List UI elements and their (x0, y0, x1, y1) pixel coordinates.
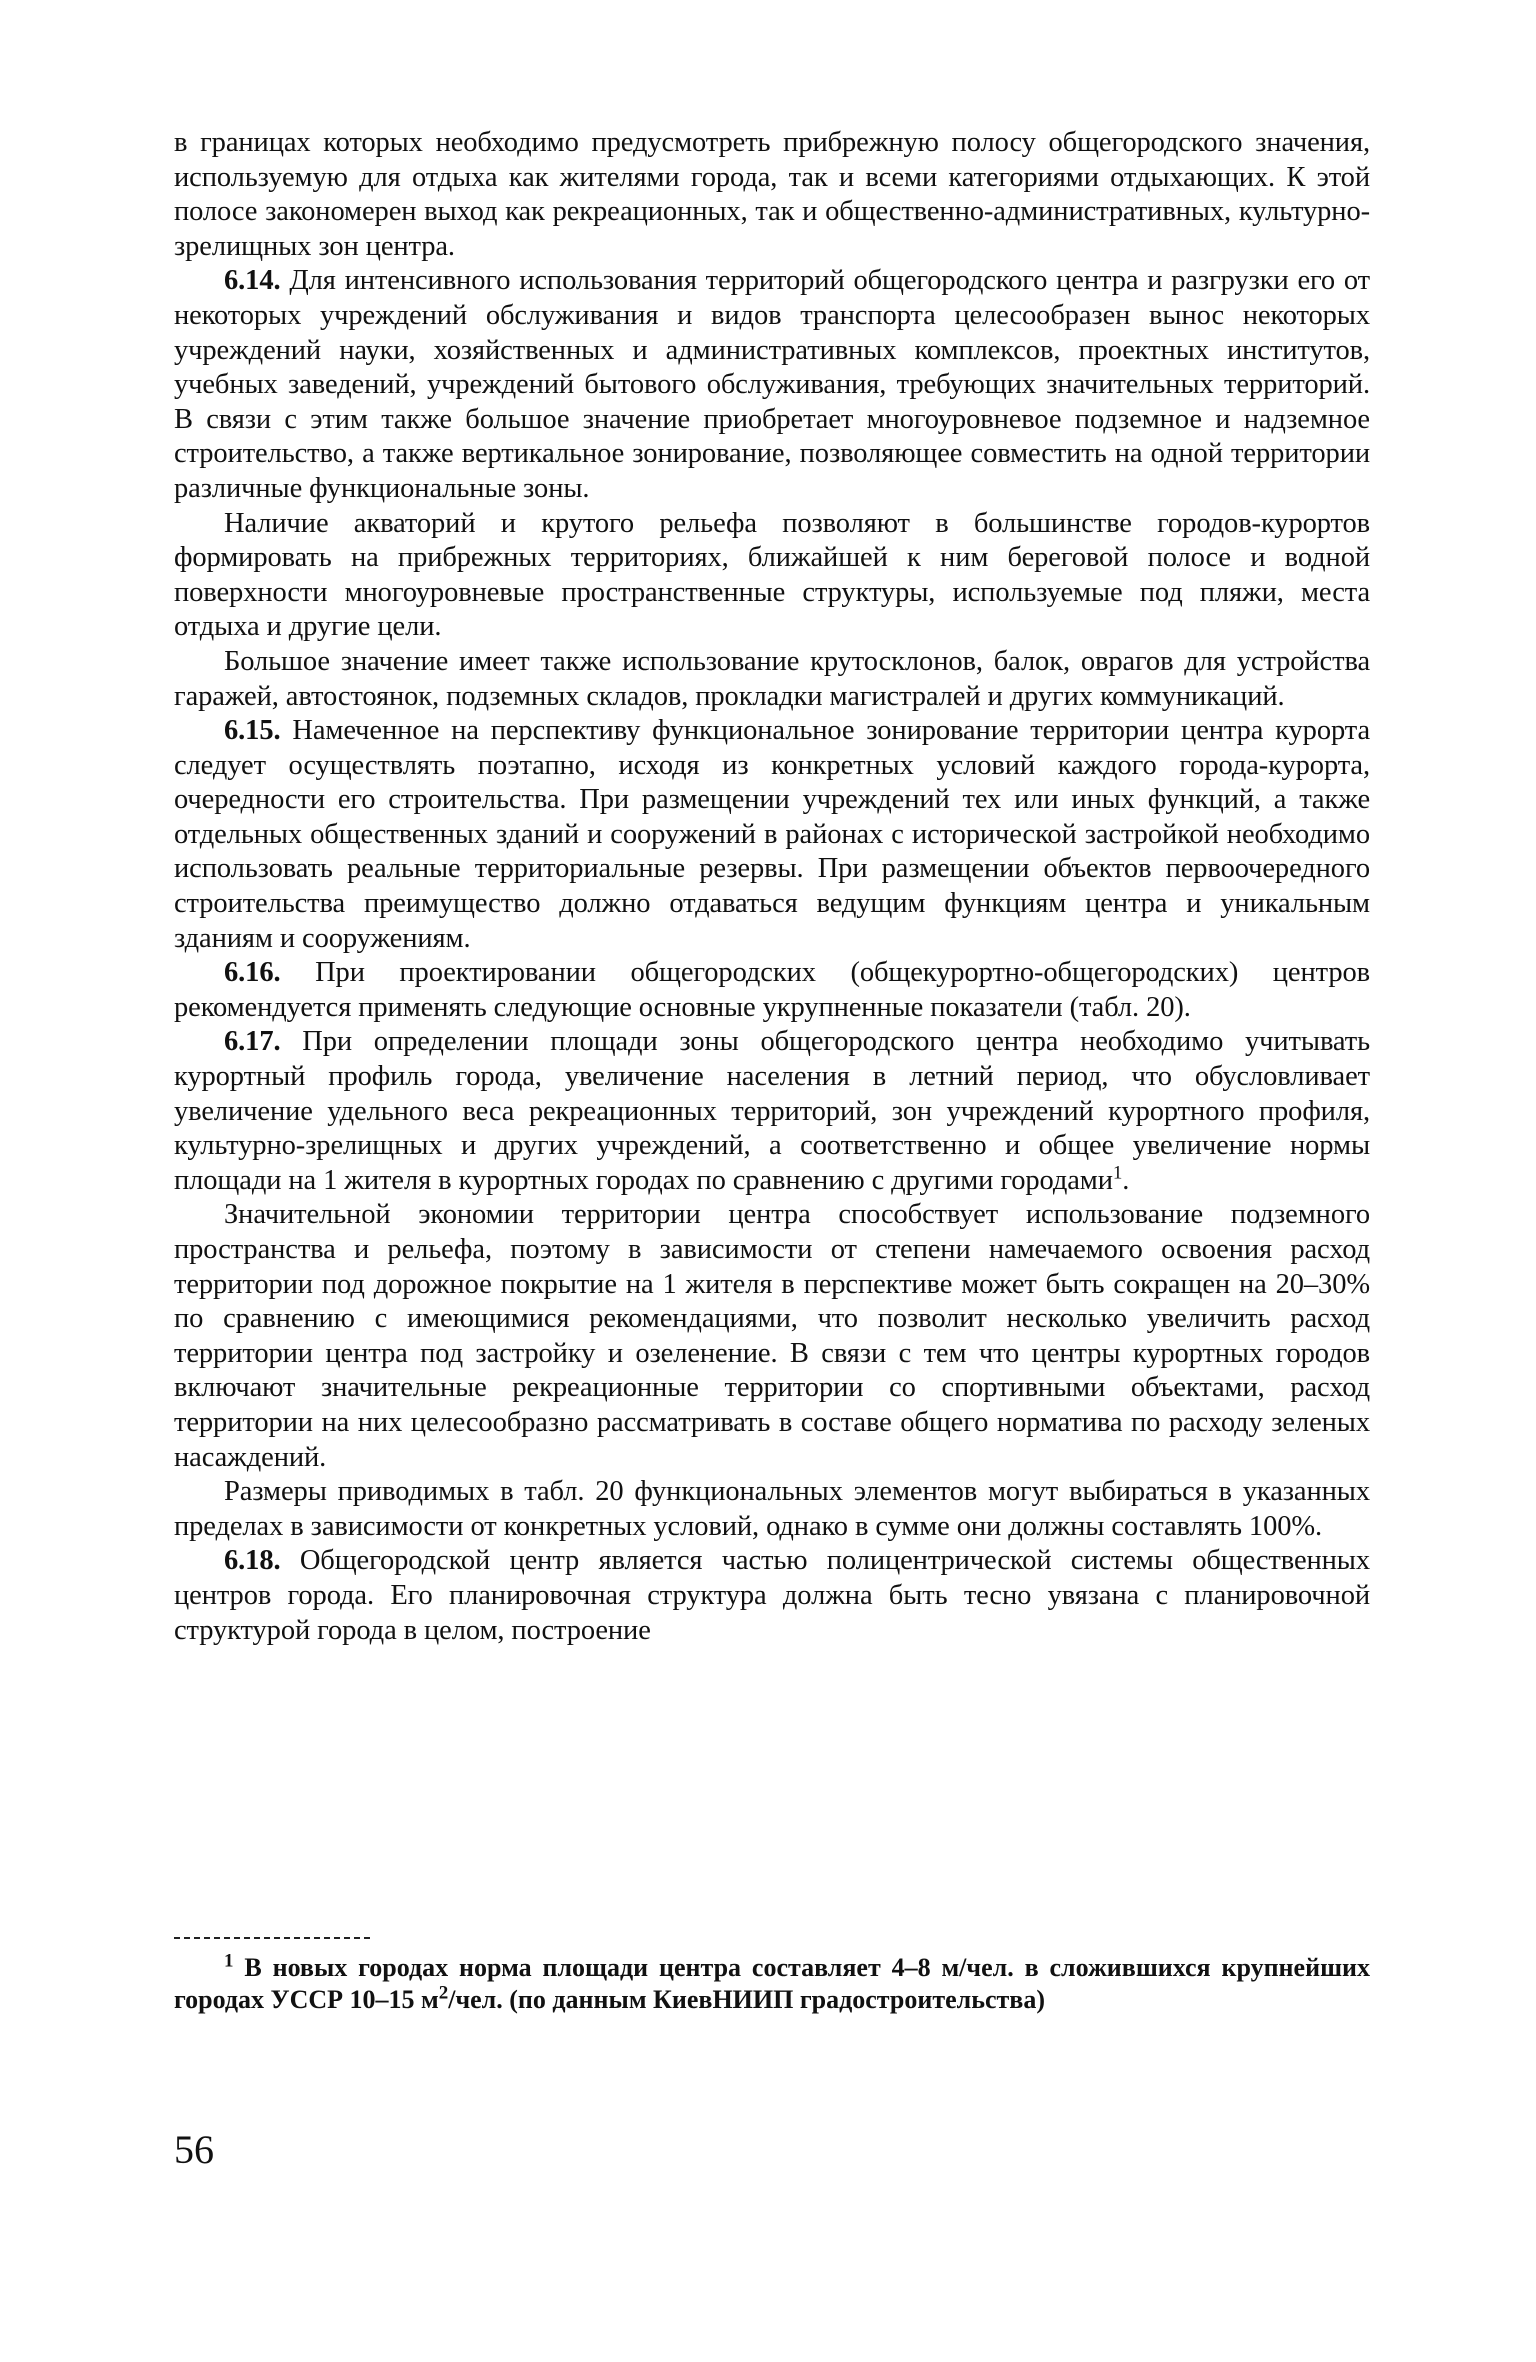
section-number: 6.17. (224, 1026, 281, 1058)
footnote-text-end: /чел. (по данным КиевНИИП градостроительства) (448, 1985, 1045, 2014)
paragraph-text: Общегородской центр является частью полицентрической системы общественных центров города. Его планировочная структура должна быть тесно увязана с планировочной структурой города в целом, построение (174, 1545, 1371, 1646)
paragraph-text: Для интенсивного использования территорий общегородского центра и разгрузки его от некоторых учреждений обслуживания и видов транспорта целесообразен вынос некоторых учреждений науки, хозяйственных и административных комплексов, проектных институтов, учебных заведений, учреждений бытового обслуживания, требующих значительных территорий. В связи с этим также большое значение приобретает многоуровневое подземное и надземное строительство, а также вертикальное зонирование, позволяющее совместить на одной территории различные функциональные зоны. (174, 265, 1370, 504)
paragraph-text: в границах которых необходимо предусмотреть прибрежную полосу общегородского значения, используемую для отдыха как жителями города, так и всеми категориями отдыхающих. К этой полосе закономерен выход как рекреационных, так и общественно-административных, культурно-зрелищных зон центра. (174, 127, 1370, 262)
page-body (174, 126, 1370, 1648)
paragraph-6-17 (174, 1025, 1370, 1198)
footnote-unit-superscript: 2 (438, 1982, 449, 2004)
section-number: 6.15. (224, 715, 281, 747)
paragraph-economy (174, 1198, 1370, 1475)
footnote-text: В новых городах норма площади центра составляет 4–8 м/чел. в сложившихся крупнейших городах УССР 10–15 м (174, 1953, 1370, 2014)
paragraph-text: Наличие акваторий и крутого рельефа позволяют в большинстве городов-курортов формировать на прибрежных территориях, ближайшей к ним береговой полосе и водной поверхности многоуровневые пространственные структуры, используемые под пляжи, места отдыха и другие цели. (174, 507, 1370, 643)
paragraph-6-15 (174, 714, 1370, 956)
paragraph-6-14 (174, 264, 1370, 506)
footnote-divider (174, 1937, 370, 1939)
paragraph-water-areas (174, 507, 1370, 645)
section-number: 6.14. (224, 265, 281, 297)
paragraph-steep-slopes (174, 645, 1370, 714)
section-number: 6.16. (224, 957, 281, 989)
paragraph-text: Значительной экономии территории центра способствует использование подземного пространства и рельефа, поэтому в зависимости от степени намечаемого освоения расход территории под дорожное покрытие на 1 жителя в перспективе может быть сокращен на 20–30% по сравнению с имеющимися рекомендациями, что позволит несколько увеличить расход территории центра под застройку и озеленение. В связи с тем что центры курортных городов включают значительные рекреационные территории со спортивными объектами, расход территории на них целесообразно рассматривать в составе общего норматива по расходу зеленых насаждений. (174, 1199, 1370, 1473)
paragraph-6-18 (174, 1544, 1370, 1648)
paragraph-text: Размеры приводимых в табл. 20 функциональных элементов могут выбираться в указанных пределах в зависимости от конкретных условий, однако в сумме они должны составлять 100%. (174, 1476, 1370, 1542)
paragraph-6-16 (174, 956, 1370, 1025)
footnote-mark: 1 (224, 1950, 234, 1972)
paragraph-text: При проектировании общегородских (общекурортно-общегородских) центров рекомендуется применять следующие основные укрупненные показатели (табл. 20). (174, 957, 1370, 1023)
footnote-reference[interactable]: 1 (1112, 1162, 1123, 1184)
section-number: 6.18. (224, 1545, 281, 1577)
paragraph-text: При определении площади зоны общегородского центра необходимо учитывать курортный профиль города, увеличение населения в летний период, что обусловливает увеличение удельного веса рекреационных территорий, зон учреждений курортного профиля, культурно-зрелищных и других учреждений, а соответственно и общее увеличение нормы площади на 1 жителя в курортных городах по сравнению с другими городами (174, 1026, 1370, 1196)
page-number: 56 (174, 2127, 214, 2172)
paragraph-tail: . (1122, 1164, 1130, 1196)
paragraph-continuation (174, 126, 1370, 264)
paragraph-sizes (174, 1475, 1370, 1544)
footnote (174, 1952, 1370, 2016)
paragraph-text: Большое значение имеет также использование крутосклонов, балок, оврагов для устройства гаражей, автостоянок, подземных складов, прокладки магистралей и других коммуникаций. (174, 645, 1370, 712)
paragraph-text: Намеченное на перспективу функциональное зонирование территории центра курорта следует осуществлять поэтапно, исходя из конкретных условий каждого города-курорта, очередности его строительства. При размещении учреждений тех или иных функций, а также отдельных общественных зданий и сооружений в районах с исторической застройкой необходимо использовать реальные территориальные резервы. При размещении объектов первоочередного строительства преимущество должно отдаваться ведущим функциям центра и уникальным зданиям и сооружениям. (174, 715, 1370, 954)
